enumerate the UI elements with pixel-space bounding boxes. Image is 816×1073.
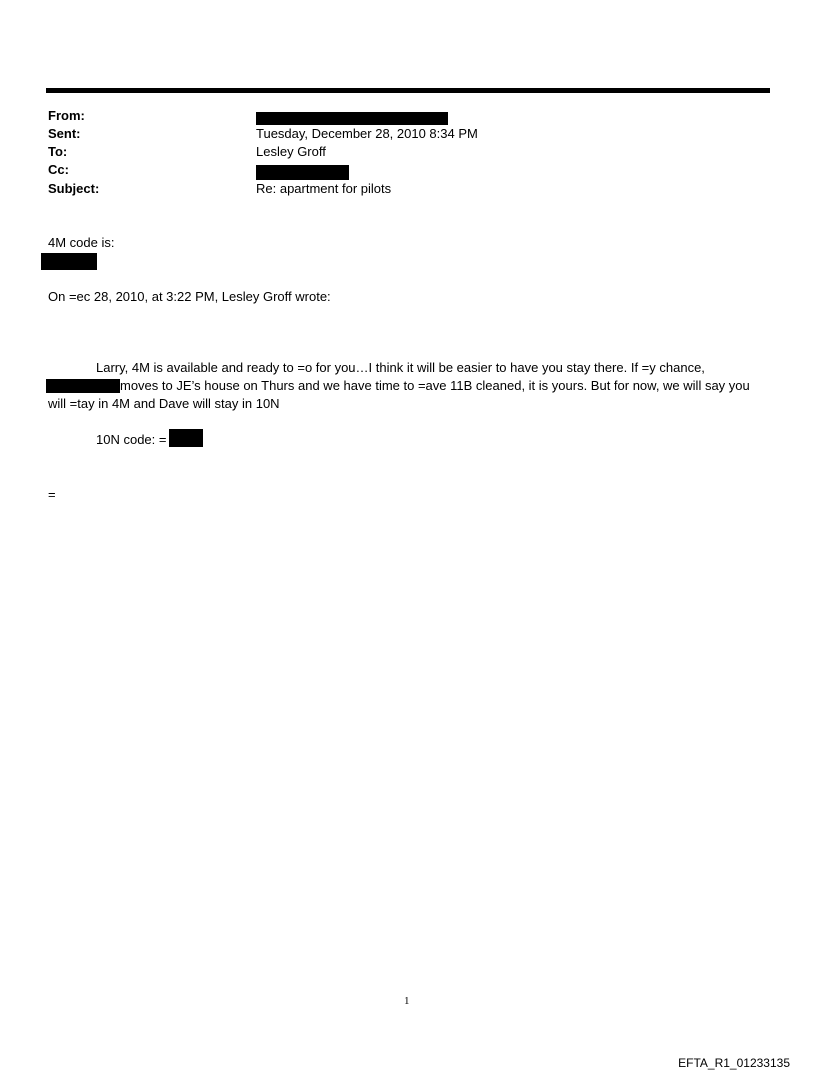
code-intro: 4M code is:	[48, 235, 115, 250]
header-rule	[46, 88, 770, 93]
to-value: Lesley Groff	[256, 144, 326, 159]
cc-row	[48, 161, 748, 179]
from-label: From:	[48, 108, 85, 123]
sent-label: Sent:	[48, 126, 81, 141]
redaction-block	[41, 253, 97, 270]
redaction-block	[256, 112, 448, 125]
subject-row	[48, 180, 748, 198]
sent-value: Tuesday, December 28, 2010 8:34 PM	[256, 126, 478, 141]
cc-value-redacted	[256, 163, 349, 181]
quote-intro: On =ec 28, 2010, at 3:22 PM, Lesley Groff wrote:	[48, 289, 331, 304]
to-row	[48, 143, 748, 161]
page-number: 1	[404, 995, 410, 1007]
bates-number: EFTA_R1_01233135	[678, 1056, 790, 1070]
redaction-block	[169, 429, 203, 447]
redaction-block	[46, 379, 120, 393]
subject-value: Re: apartment for pilots	[256, 181, 392, 196]
subject-label: Subject:	[48, 181, 100, 196]
from-row	[48, 107, 748, 125]
to-label: To:	[48, 144, 68, 159]
paragraph-line-2: moves to JE’s house on Thurs and we have time to =ave 11B cleaned, it is yours. But for now, we will say you	[120, 378, 750, 393]
paragraph-line-3: will =tay in 4M and Dave will stay in 10N	[48, 396, 280, 411]
code-10n-label: 10N code: =	[96, 432, 167, 447]
sent-row	[48, 125, 748, 143]
cc-label: Cc:	[48, 162, 69, 177]
paragraph-line-1: Larry, 4M is available and ready to =o for you…I think it will be easier to have you stay there. If =y chance,	[96, 360, 705, 375]
trailing-equals: =	[48, 487, 56, 502]
redaction-block	[256, 165, 349, 180]
